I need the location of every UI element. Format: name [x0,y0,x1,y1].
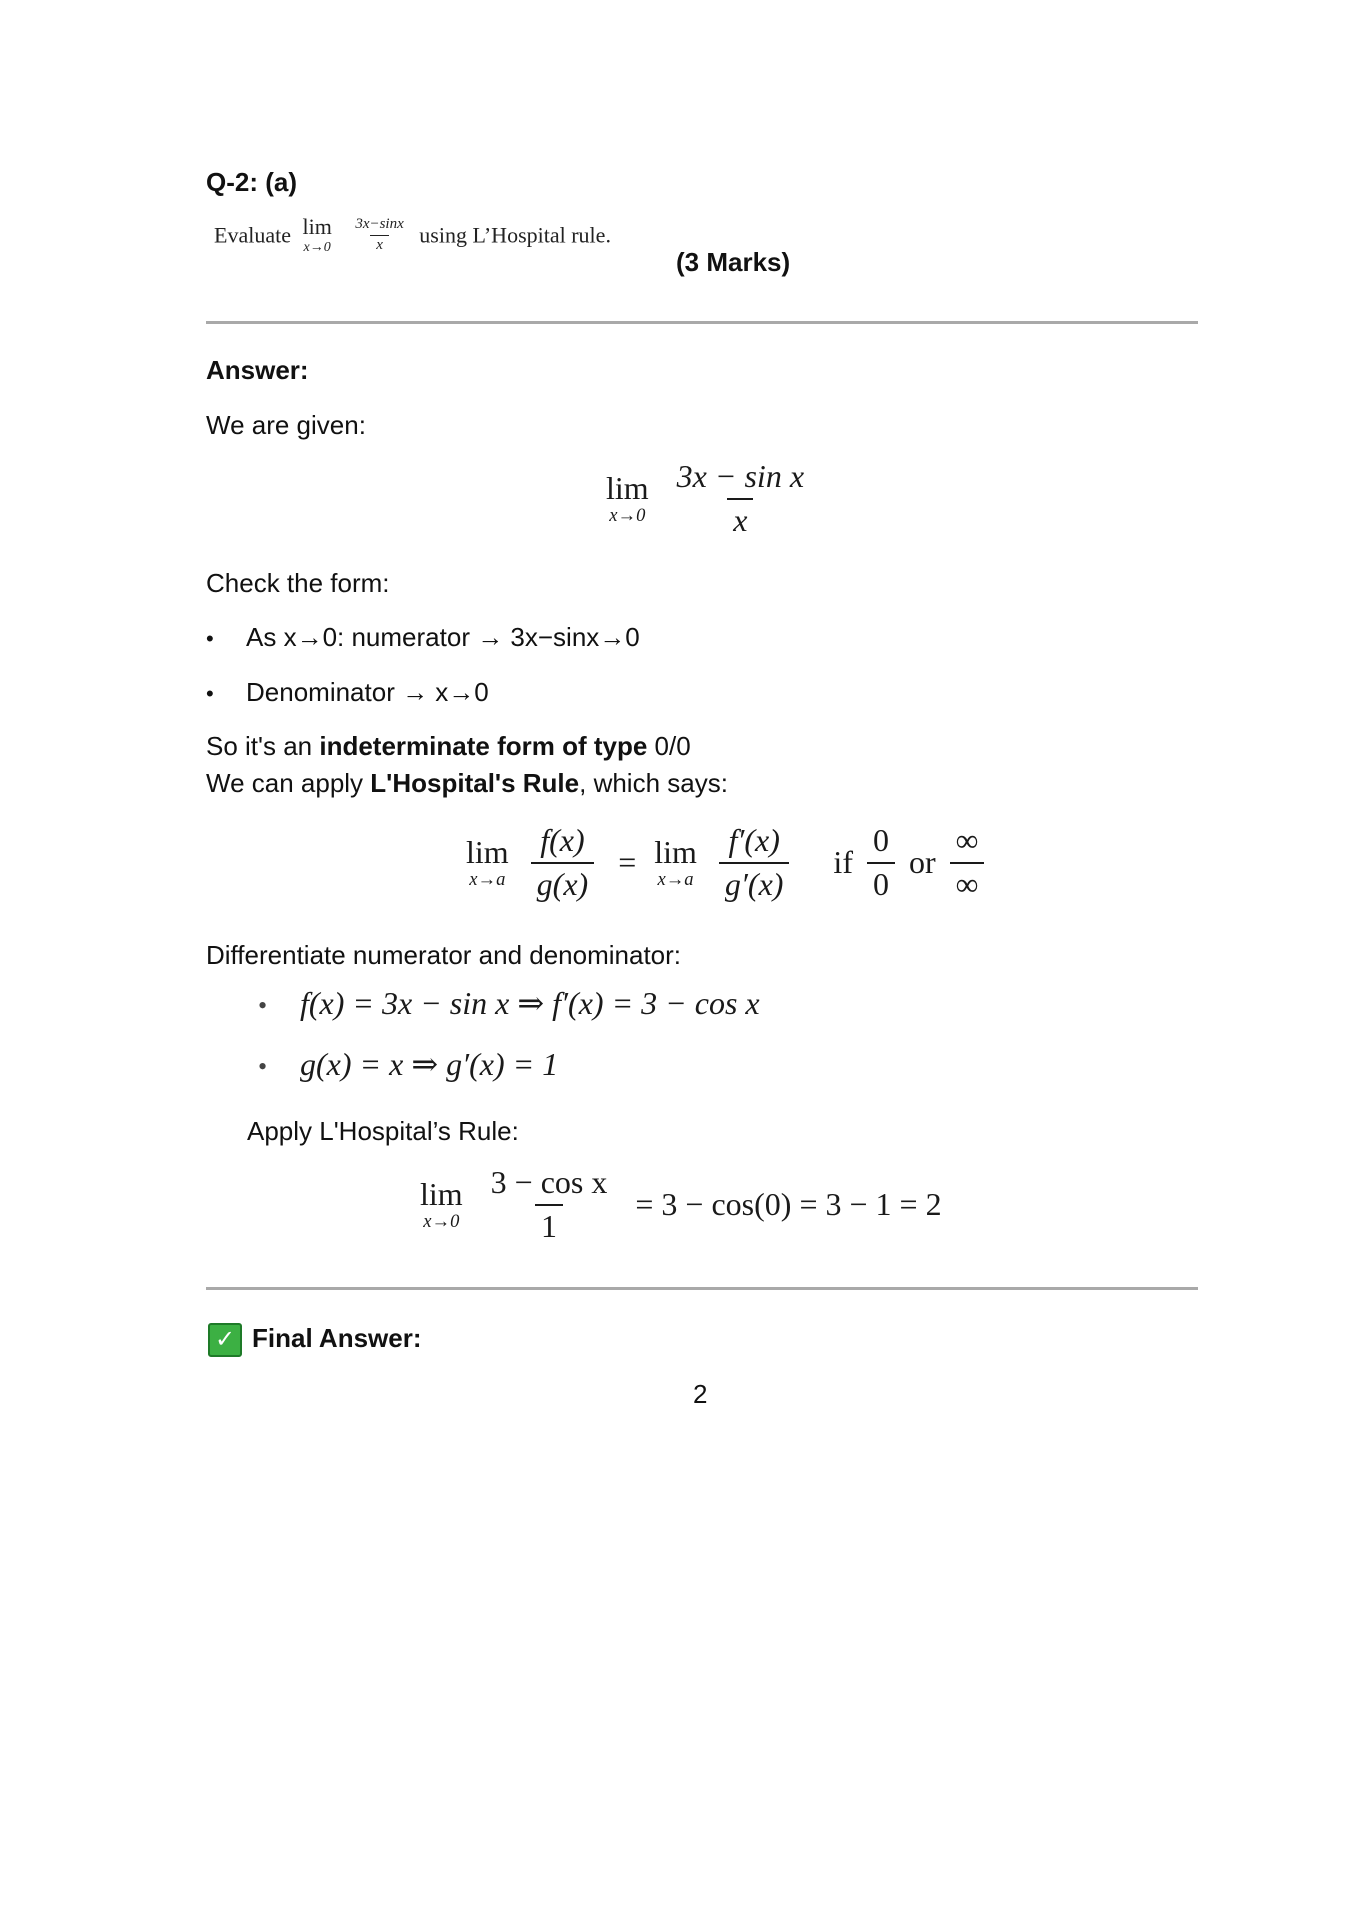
bullet-dot-icon: • [206,626,214,651]
check-mark-icon: ✓ [208,1323,242,1357]
rule-fraction-left [531,824,595,901]
rule-fraction-right [719,824,790,901]
indeterminate-suffix: 0/0 [647,731,691,761]
rule-g: g(x) [531,862,595,902]
prompt-lim-sub: x→0 [303,240,331,255]
final-answer-line [208,1320,422,1357]
prompt-numerator: 3x−sinx [355,216,404,233]
question-label: Q-2: (a) [206,167,297,197]
question-prompt [214,216,611,255]
diff-bullet-text: f(x) = 3x − sin x ⇒ f′(x) = 3 − cos x [300,985,760,1021]
diff-bullet [258,1045,558,1083]
final-limit [420,1175,463,1232]
divider-bottom [206,1287,1198,1290]
final-numerator: 3 − cos x [490,1164,608,1200]
rule-zero-fraction [867,824,895,901]
rule-lim-sub: x→a [657,868,694,890]
final-rest: = 3 − cos(0) = 3 − 1 = 2 [635,1186,942,1223]
apply-rule-line [206,767,728,799]
bullet-dot-icon: • [206,681,214,706]
prompt-before: Evaluate [214,222,291,248]
bullet-dot-icon: • [258,1052,268,1081]
rule-if: if [833,844,853,881]
answer-heading: Answer: [206,355,309,385]
given-lim-word: lim [606,469,649,506]
given-lim-sub: x→0 [609,504,646,526]
rule-limit-left [466,833,509,890]
bullet-item [206,621,640,655]
indeterminate-line [206,730,691,762]
final-answer-value: 2 [693,1379,708,1409]
final-denominator: 1 [535,1204,563,1244]
apply-bold: L'Hospital's Rule [370,768,580,798]
bullet-item [206,676,489,710]
bullet-text: As x→0: numerator → 3x−sinx→0 [246,622,640,652]
rule-zero-den: 0 [867,862,895,902]
final-equation [420,1166,942,1243]
final-lim-sub: x→0 [423,1210,460,1232]
indeterminate-bold: indeterminate form of type [319,731,648,761]
rule-limit-right [654,833,697,890]
rule-equals: = [618,844,637,881]
rule-lim-word: lim [466,833,509,870]
question-marks: (3 Marks) [676,247,791,277]
given-numerator: 3x − sin x [676,458,805,494]
apply-rule-text: Apply L'Hospital’s Rule: [247,1116,519,1146]
check-form-text: Check the form: [206,568,390,598]
given-limit [606,469,649,526]
prompt-limit [302,216,331,255]
given-equation [606,460,816,537]
given-text: We are given: [206,410,366,440]
prompt-fraction [349,217,409,254]
rule-zero-num: 0 [872,822,889,858]
rule-lim-sub: x→a [469,868,506,890]
rule-or: or [908,844,936,881]
given-denominator: x [727,498,753,538]
given-fraction [671,460,810,537]
rule-inf-num: ∞ [955,822,979,858]
prompt-after: using L’Hospital rule. [419,222,611,248]
rule-infinity-fraction [950,824,985,901]
diff-bullet [258,984,760,1022]
rule-equation [466,824,990,901]
indeterminate-prefix: So it's an [206,731,320,761]
rule-f: f(x) [540,822,585,858]
apply-suffix: , which says: [579,768,728,798]
bullet-text: Denominator → x→0 [246,677,489,707]
apply-prefix: We can apply [206,768,371,798]
prompt-denominator: x [370,235,389,254]
rule-fprime: f′(x) [728,822,780,858]
bullet-dot-icon: • [258,991,268,1020]
final-answer-label: Final Answer: [252,1323,422,1353]
final-fraction [485,1166,614,1243]
final-lim-word: lim [420,1175,463,1212]
rule-inf-den: ∞ [950,862,985,902]
differentiate-text: Differentiate numerator and denominator: [206,940,682,970]
diff-bullet-text: g(x) = x ⇒ g′(x) = 1 [300,1046,559,1082]
rule-lim-word: lim [654,833,697,870]
rule-gprime: g′(x) [719,862,790,902]
divider-top [206,321,1198,324]
prompt-lim-word: lim [302,214,332,239]
